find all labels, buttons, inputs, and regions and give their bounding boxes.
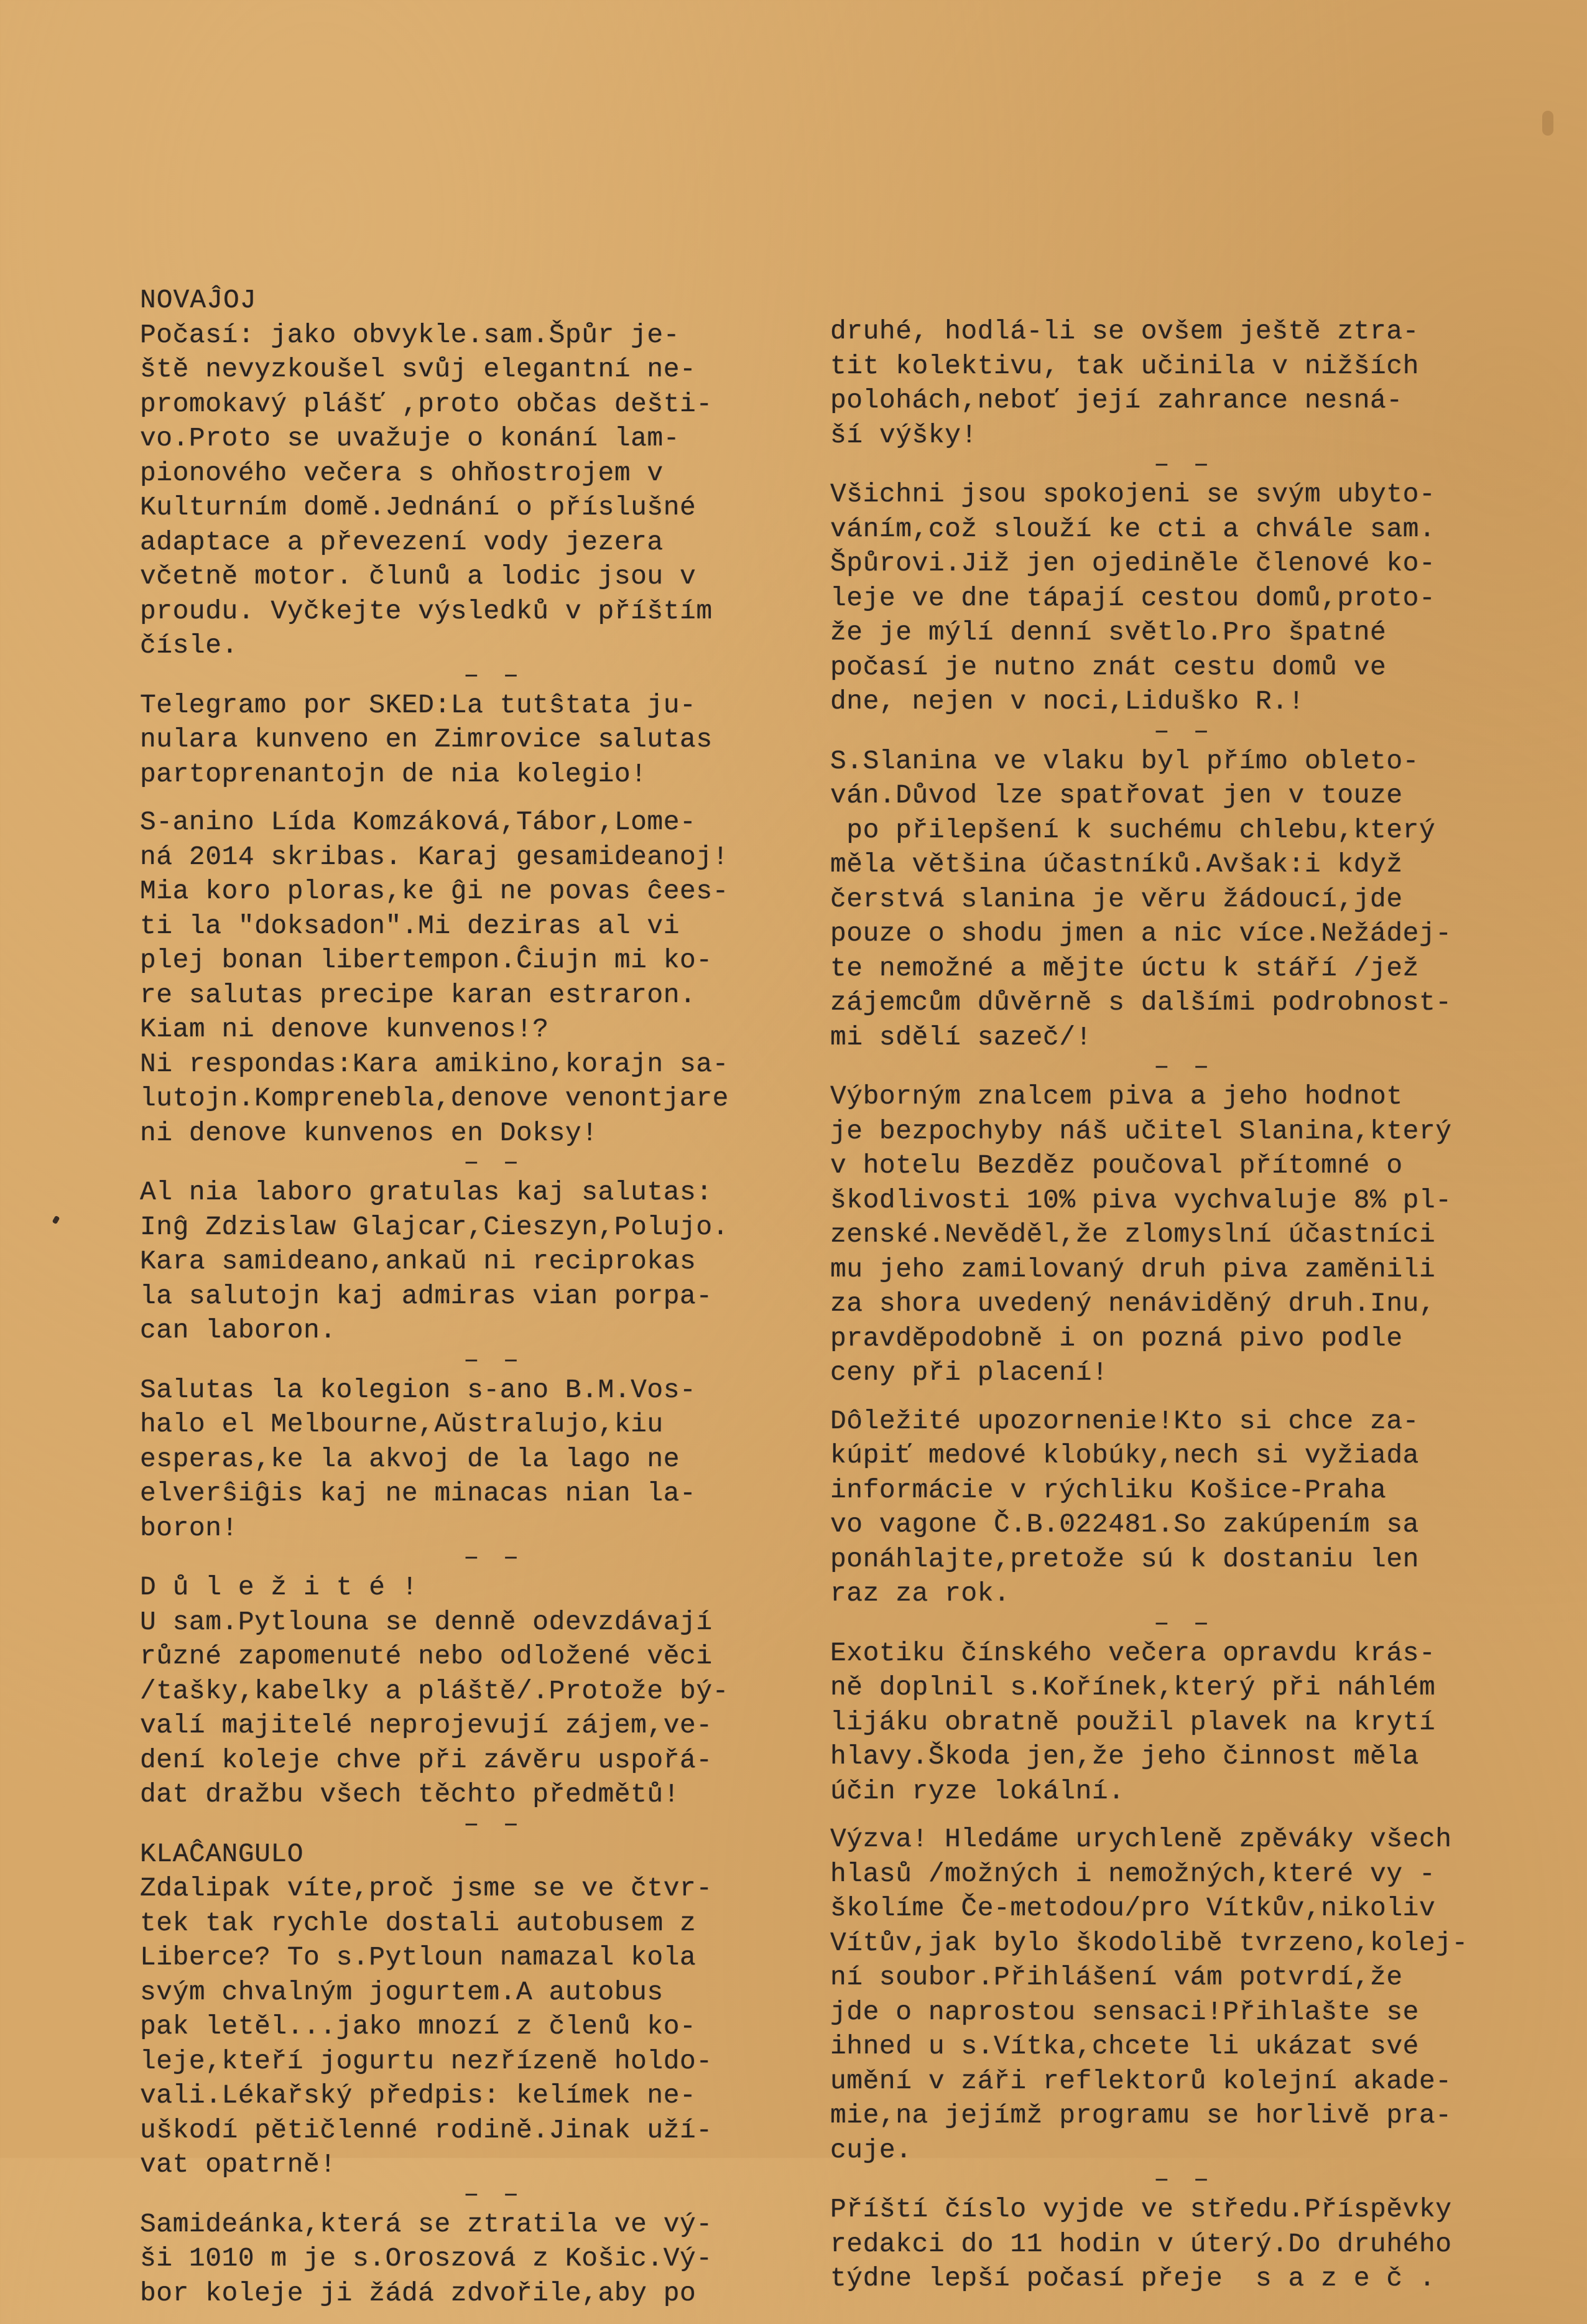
text-line: Samideánka,která se ztratila ve vý- — [140, 2207, 799, 2242]
text-line: vo vagone Č.B.022481.So zakúpením sa — [830, 1507, 1489, 1542]
text-line: valí majitelé neprojevují zájem,ve- — [140, 1708, 799, 1743]
text-line: tit kolektivu, tak učinila v nižších — [830, 349, 1489, 384]
text-line: Telegramo por SKED:La tutŝtata ju- — [140, 688, 799, 723]
text-line: /tašky,kabelky a pláště/.Protože bý- — [140, 1674, 799, 1709]
text-line: váním,což slouží ke cti a chvále sam. — [830, 512, 1489, 547]
text-line: tek tak rychle dostali autobusem z — [140, 1906, 799, 1941]
text-line: kúpiť medové klobúky,nech si vyžiada — [830, 1438, 1489, 1473]
text-line: informácie v rýchliku Košice-Praha — [830, 1473, 1489, 1508]
text-line: dat dražbu všech těchto předmětů! — [140, 1777, 799, 1812]
text-line: uškodí pětičlenné rodině.Jinak uží- — [140, 2113, 799, 2148]
text-line: mu jeho zamilovaný druh piva zaměnili — [830, 1252, 1489, 1287]
text-line: KLAĈANGULO — [140, 1837, 799, 1872]
separator-dashes: – – — [830, 1054, 1489, 1079]
right-paragraph — [830, 744, 1489, 1080]
text-line: plej bonan libertempon.Ĉiujn mi ko- — [140, 943, 799, 978]
text-line: umění v záři reflektorů kolejní akade- — [830, 2064, 1489, 2099]
text-line: hlasů /možných i nemožných,které vy - — [830, 1857, 1489, 1892]
text-line: týdne lepší počasí přeje s a z e č . — [830, 2261, 1489, 2296]
text-line: ti la "doksadon".Mi deziras al vi — [140, 909, 799, 944]
text-line: Počasí: jako obvykle.sam.Špůr je- — [140, 318, 799, 353]
text-line: elverŝiĝis kaj ne minacas nian la- — [140, 1476, 799, 1511]
text-line: Kiam ni denove kunvenos!? — [140, 1012, 799, 1047]
left-paragraph — [140, 1837, 799, 2207]
text-line: Zdalipak víte,proč jsme se ve čtvr- — [140, 1871, 799, 1906]
text-line: lutojn.Komprenebla,denove venontjare — [140, 1081, 799, 1116]
right-paragraph — [830, 1404, 1489, 1636]
text-line: že je mýlí denní světlo.Pro špatné — [830, 615, 1489, 650]
text-line: partoprenantojn de nia kolegio! — [140, 757, 799, 792]
text-line: školíme Če-metodou/pro Vítkův,nikoliv — [830, 1891, 1489, 1926]
text-line: ihned u s.Vítka,chcete li ukázat své — [830, 2029, 1489, 2064]
text-line: U sam.Pytlouna se denně odevzdávají — [140, 1605, 799, 1640]
text-line: mi sdělí sazeč/! — [830, 1020, 1489, 1055]
right-paragraph — [830, 2192, 1489, 2310]
text-line: raz za rok. — [830, 1576, 1489, 1611]
left-paragraph — [140, 1373, 799, 1571]
text-line: po přilepšení k suchému chlebu,který — [830, 813, 1489, 848]
text-line: boron! — [140, 1511, 799, 1546]
text-line: Dôležité upozornenie!Kto si chce za- — [830, 1404, 1489, 1439]
text-line: Mia koro ploras,ke ĝi ne povas ĉees- — [140, 874, 799, 909]
text-line: pak letěl...jako mnozí z členů ko- — [140, 2009, 799, 2044]
text-line: je bezpochyby náš učitel Slanina,který — [830, 1114, 1489, 1149]
separator-dashes: – – — [830, 452, 1489, 477]
text-line: dne, nejen v noci,Liduško R.! — [830, 684, 1489, 719]
text-line: bor koleje ji žádá zdvořile,aby po — [140, 2276, 799, 2311]
text-line: hlavy.Škoda jen,že jeho činnost měla — [830, 1739, 1489, 1774]
text-line: měla většina účastníků.Avšak:i když — [830, 847, 1489, 882]
left-paragraph — [140, 2207, 799, 2324]
text-line: leje ve dne tápají cestou domů,proto- — [830, 581, 1489, 616]
text-line: ně doplnil s.Kořínek,který při náhlém — [830, 1670, 1489, 1705]
text-line: D ů l e ž i t é ! — [140, 1570, 799, 1605]
text-line: Exotiku čínského večera opravdu krás- — [830, 1636, 1489, 1671]
paragraph-gap — [140, 791, 799, 805]
left-paragraph — [140, 1570, 799, 1837]
text-line: nulara kunveno en Zimrovice salutas — [140, 722, 799, 757]
text-line: esperas,ke la akvoj de la lago ne — [140, 1442, 799, 1477]
text-line: Výborným znalcem piva a jeho hodnot — [830, 1079, 1489, 1114]
text-line: ší výšky! — [830, 418, 1489, 453]
text-line: vali.Lékařský předpis: kelímek ne- — [140, 2078, 799, 2113]
text-line: různé zapomenuté nebo odložené věci — [140, 1639, 799, 1674]
separator-dashes: – – — [140, 1348, 799, 1373]
text-line: ván.Důvod lze spatřovat jen v touze — [830, 778, 1489, 813]
text-line: promokavý plášť ,proto občas dešti- — [140, 387, 799, 422]
text-line: dení koleje chve při závěru uspořá- — [140, 1743, 799, 1778]
punch-hole-mark — [1542, 111, 1553, 136]
text-line: škodlivosti 10% piva vychvaluje 8% pl- — [830, 1183, 1489, 1218]
text-line: ponáhlajte,pretože sú k dostaniu len — [830, 1542, 1489, 1577]
text-line: ni denove kunvenos en Doksy! — [140, 1116, 799, 1151]
separator-dashes: – – — [830, 1611, 1489, 1636]
text-line: počasí je nutno znát cestu domů ve — [830, 650, 1489, 685]
text-line: S-anino Lída Komzáková,Tábor,Lome- — [140, 805, 799, 840]
separator-dashes: – – — [140, 1150, 799, 1175]
text-line: re salutas precipe karan estraron. — [140, 978, 799, 1013]
text-line: halo el Melbourne,Aŭstralujo,kiu — [140, 1407, 799, 1442]
text-line: Salutas la kolegion s-ano B.M.Vos- — [140, 1373, 799, 1408]
text-line: Vítův,jak bylo škodolibě tvrzeno,kolej- — [830, 1926, 1489, 1961]
text-line: can laboron. — [140, 1313, 799, 1348]
left-paragraph — [140, 805, 799, 1175]
separator-dashes: – – — [830, 719, 1489, 744]
text-line: proudu. Vyčkejte výsledků v příštím — [140, 594, 799, 629]
text-line: Al nia laboro gratulas kaj salutas: — [140, 1175, 799, 1210]
heading-text: NOVAĴOJ — [140, 283, 799, 318]
text-line: cuje. — [830, 2133, 1489, 2168]
ink-speck — [52, 1215, 60, 1224]
paragraph-gap — [830, 2296, 1489, 2310]
text-line: Všichni jsou spokojeni se svým ubyto- — [830, 477, 1489, 512]
text-line: la salutojn kaj admiras vian porpa- — [140, 1279, 799, 1314]
text-line: čerstvá slanina je věru žádoucí,jde — [830, 882, 1489, 917]
text-line: Ni respondas:Kara amikino,korajn sa- — [140, 1047, 799, 1082]
text-line: účin ryze lokální. — [830, 1774, 1489, 1809]
paragraph-gap — [830, 1390, 1489, 1404]
right-paragraph — [830, 1822, 1489, 2192]
text-line: ši 1010 m je s.Oroszová z Košic.Vý- — [140, 2241, 799, 2276]
separator-dashes: – – — [140, 1545, 799, 1570]
section-heading — [140, 283, 799, 318]
text-line: te nemožné a mějte úctu k stáří /jež — [830, 951, 1489, 986]
separator-dashes: – – — [830, 2167, 1489, 2192]
text-line: pravděpodobně i on pozná pivo podle — [830, 1321, 1489, 1356]
right-paragraph — [830, 1636, 1489, 1823]
left-column — [140, 283, 799, 2324]
separator-dashes: – – — [140, 2182, 799, 2207]
text-line: jde o naprostou sensaci!Přihlašte se — [830, 1995, 1489, 2030]
right-paragraph — [830, 477, 1489, 744]
text-line: ní soubor.Přihlášení vám potvrdí,že — [830, 1960, 1489, 1995]
text-line: zájemcům důvěrně s dalšími podrobnost- — [830, 985, 1489, 1020]
text-line: adaptace a převezení vody jezera — [140, 525, 799, 560]
text-line: Liberce? To s.Pytloun namazal kola — [140, 1940, 799, 1975]
text-line: čísle. — [140, 628, 799, 663]
text-line: ště nevyzkoušel svůj elegantní ne- — [140, 352, 799, 387]
text-line: pouze o shodu jmen a nic více.Nežádej- — [830, 916, 1489, 951]
text-line: druhé, hodlá-li se ovšem ještě ztra- — [830, 314, 1489, 349]
text-line: Kara samideano,ankaŭ ni reciprokas — [140, 1244, 799, 1279]
text-line: Inĝ Zdzislaw Glajcar,Cieszyn,Polujo. — [140, 1210, 799, 1245]
separator-dashes: – – — [140, 1812, 799, 1837]
paragraph-gap — [140, 2310, 799, 2324]
left-paragraph — [140, 318, 799, 688]
right-paragraph — [830, 1079, 1489, 1404]
separator-dashes: – – — [140, 663, 799, 688]
text-line: ná 2014 skribas. Karaj gesamideanoj! — [140, 840, 799, 875]
paragraph-gap — [830, 1808, 1489, 1822]
text-line: vat opatrně! — [140, 2147, 799, 2182]
text-line: Výzva! Hledáme urychleně zpěváky všech — [830, 1822, 1489, 1857]
text-line: včetně motor. člunů a lodic jsou v — [140, 559, 799, 594]
text-line: S.Slanina ve vlaku byl přímo obleto- — [830, 744, 1489, 779]
text-line: leje,kteří jogurtu nezřízeně holdo- — [140, 2044, 799, 2079]
text-line: svým chvalným jogurtem.A autobus — [140, 1975, 799, 2010]
text-line: mie,na jejímž programu se horlivě pra- — [830, 2098, 1489, 2133]
right-column — [830, 314, 1489, 2310]
left-paragraph — [140, 688, 799, 806]
text-line: Příští číslo vyjde ve středu.Příspěvky — [830, 2192, 1489, 2227]
text-line: Špůrovi.Již jen ojediněle členové ko- — [830, 546, 1489, 581]
text-line: Kulturním domě.Jednání o příslušné — [140, 490, 799, 525]
right-paragraph — [830, 314, 1489, 477]
left-paragraph — [140, 1175, 799, 1373]
text-line: redakci do 11 hodin v úterý.Do druhého — [830, 2227, 1489, 2262]
text-line: vo.Proto se uvažuje o konání lam- — [140, 421, 799, 456]
text-line: lijáku obratně použil plavek na krytí — [830, 1705, 1489, 1740]
text-line: pionového večera s ohňostrojem v — [140, 456, 799, 491]
text-line: za shora uvedený nenáviděný druh.Inu, — [830, 1286, 1489, 1321]
text-line: v hotelu Bezděz poučoval přítomné o — [830, 1148, 1489, 1183]
text-line: polohách,neboť její zahrance nesná- — [830, 383, 1489, 418]
text-line: ceny při placení! — [830, 1355, 1489, 1390]
text-line: zenské.Nevěděl,že zlomyslní účastníci — [830, 1217, 1489, 1252]
